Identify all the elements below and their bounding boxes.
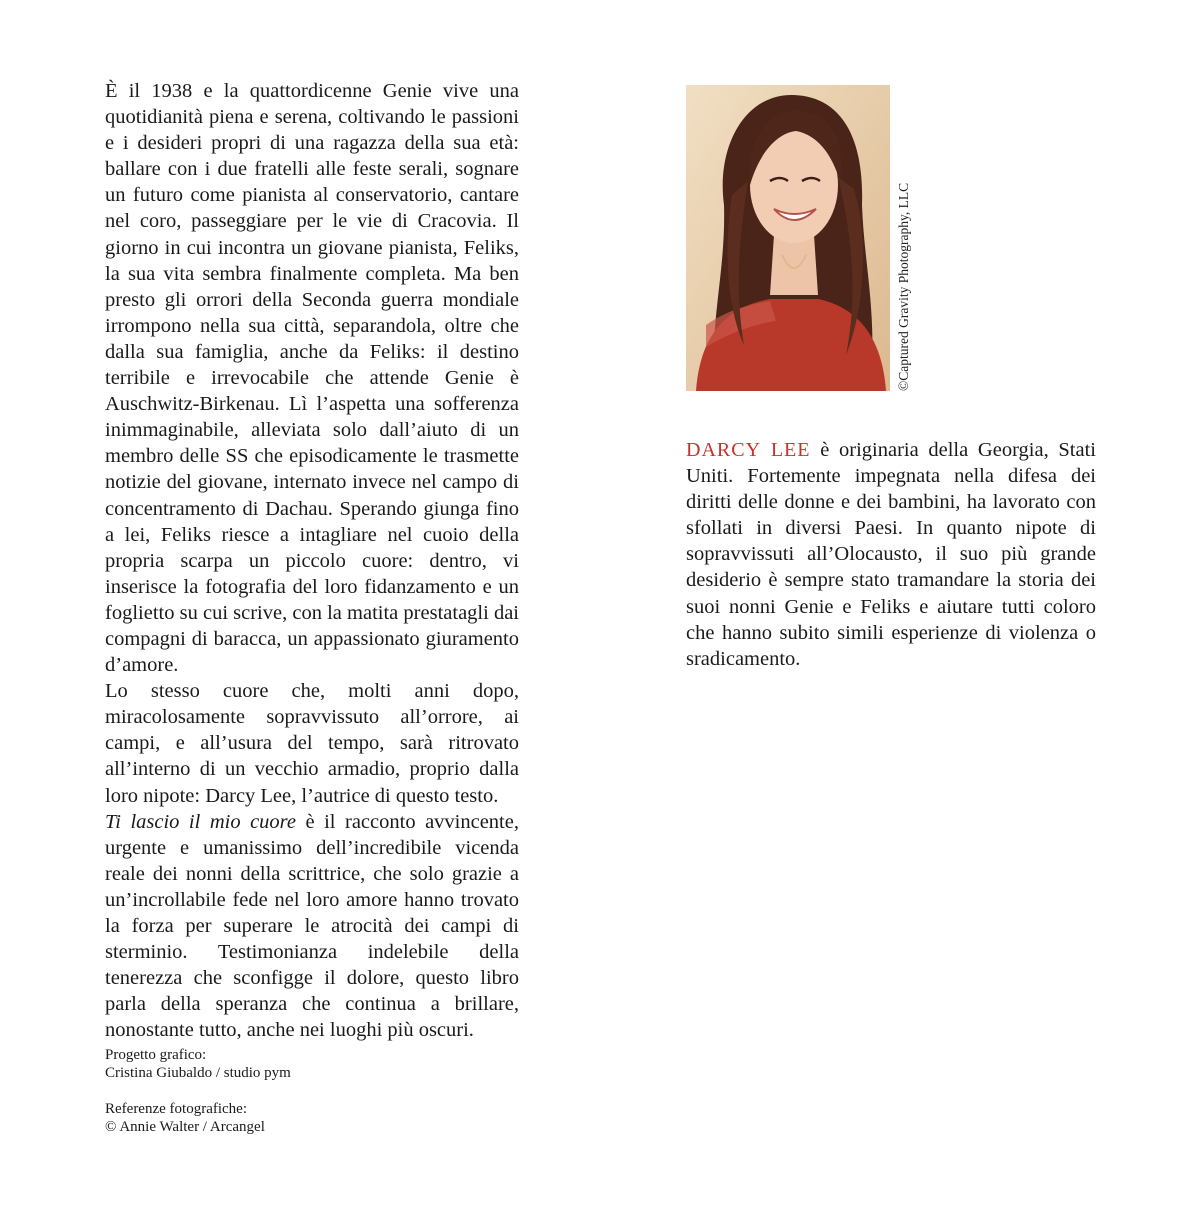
photo-references-value: © Annie Walter / Arcangel: [105, 1119, 265, 1135]
author-photo: [686, 85, 890, 391]
author-bio-text: è originaria della Georgia, Stati Uniti. Fortemente impegnata nella difesa dei diritti delle donne e dei bambini, ha lavorato con sfollati in diversi Paesi. In quanto nipote di sopravvissuti all’Olocausto, il suo più grande desiderio è sempre stato tramandare la storia dei suoi nonni Genie e Feliks e aiutare tutti coloro che hanno subito simili esperienze di violenza o sradicamento.: [686, 439, 1096, 670]
author-name: DARCY LEE: [686, 439, 811, 461]
photo-references-label: Referenze fotografiche:: [105, 1101, 247, 1117]
blurb-paragraph-3: [105, 809, 519, 1044]
back-cover-blurb: [105, 78, 519, 1043]
author-bio-paragraph: [686, 437, 1096, 672]
colophon-credits: [105, 1046, 405, 1154]
blurb-paragraph-3-text: è il racconto avvincente, urgente e umanissimo dell’incredibile vicenda reale dei nonni della scrittrice, che solo grazie a un’incrollabile fede nel loro amore hanno trovato la forza per superare le atrocità dei campi di sterminio. Testimonianza indelebile della tenerezza che sconfigge il dolore, questo libro parla della speranza che continua a brillare, nonostante tutto, anche nei luoghi più oscuri.: [105, 810, 519, 1042]
blurb-paragraph-2: Lo stesso cuore che, molti anni dopo, miracolosamente sopravvissuto all’orrore, ai campi, e all’usura del tempo, sarà ritrovato all’interno di un vecchio armadio, proprio dalla loro nipote: Darcy Lee, l’autrice di questo testo.: [105, 680, 519, 807]
design-credit-label: Progetto grafico:: [105, 1047, 207, 1063]
blurb-paragraph-1: È il 1938 e la quattordicenne Genie vive una quotidianità piena e serena, coltivando le passioni e i desideri propri di una ragazza della sua età: ballare con i due fratelli alle feste serali, sognare un futuro come pianista al conservatorio, cantare nel coro, passeggiare per le vie di Cracovia. Il giorno in cui incontra un giovane pianista, Feliks, la sua vita sembra finalmente completa. Ma ben presto gli orrori della Seconda guerra mondiale irrompono nella sua città, separandola, oltre che dalla sua famiglia, anche da Feliks: il destino terribile e irrevocabile che attende Genie è Auschwitz-Birkenau. Lì l’aspetta una sofferenza inimmaginabile, alleviata solo dall’aiuto di un membro delle SS che episodicamente le trasmette notizie del giovane, internato invece nel campo di concentramento di Dachau. Sperando giunga fino a lei, Feliks riesce a intagliare nel cuoio della propria scarpa un piccolo cuore: dentro, vi inserisce la fotografia del loro fidanzamento e un foglietto su cui scrive, con la matita prestatagli dai compagni di baracca, un appassionato giuramento d’amore.: [105, 80, 519, 677]
book-title: Ti lascio il mio cuore: [105, 810, 296, 833]
author-bio: [686, 437, 1096, 672]
photo-references: [105, 1100, 405, 1136]
photo-credit: ©Captured Gravity Photography, LLC: [896, 182, 911, 391]
design-credit-value: Cristina Giubaldo / studio pym: [105, 1065, 291, 1081]
design-credit: [105, 1046, 405, 1082]
